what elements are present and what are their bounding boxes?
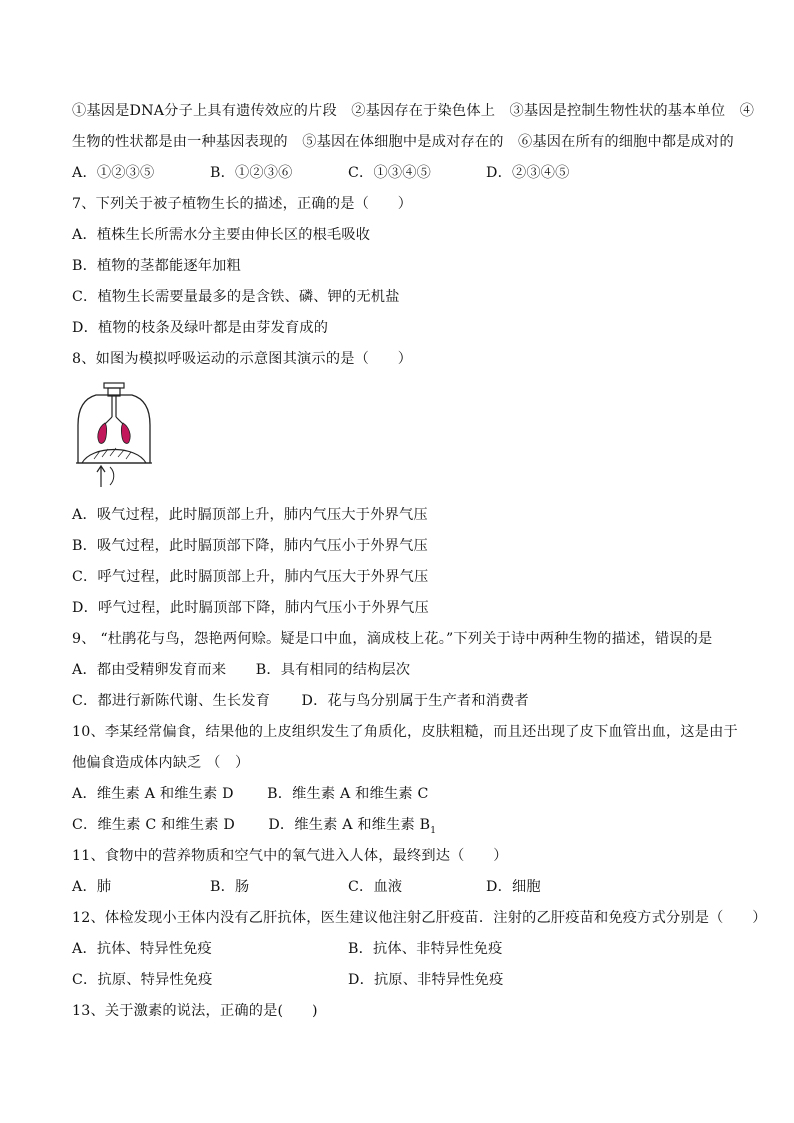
q10-option-b: B．维生素 A 和维生素 C — [267, 786, 429, 802]
q7-option-b: B．植物的茎都能逐年加粗 — [72, 258, 241, 274]
q10-option-a: A．维生素 A 和维生素 D — [72, 786, 234, 802]
q9-options-row-1 — [72, 655, 722, 686]
q10-option-d: D．维生素 A 和维生素 B — [268, 817, 431, 833]
q8-option-a: A．吸气过程，此时膈顶部上升，肺内气压大于外界气压 — [72, 507, 428, 523]
exam-page — [72, 96, 767, 1027]
q9-options-row-2 — [72, 686, 722, 717]
bronchi — [104, 417, 124, 425]
rubber-membrane — [82, 450, 146, 464]
q12-option-c: C．抗原、特异性免疫 — [72, 972, 213, 988]
left-lung-balloon — [98, 423, 107, 443]
bell-jar-figure — [74, 381, 156, 493]
q6-option-d: D．②③④⑤ — [486, 165, 570, 181]
q7-option-c: C．植物生长需要量最多的是含铁、磷、钾的无机盐 — [72, 289, 400, 305]
q12-option-a: A．抗体、特异性免疫 — [72, 941, 212, 957]
stopper-cap — [104, 383, 124, 388]
q9-option-b: B．具有相同的结构层次 — [255, 662, 411, 678]
q11-option-b: B．肠 — [210, 879, 250, 895]
statement-line-1: ①基因是DNA分子上具有遗传效应的片段 ②基因存在于染色体上 ③基因是控制生物性状的基本单位 ④ — [72, 103, 755, 119]
q10-options-row-1 — [72, 779, 722, 810]
q10-option-d-subscript: 1 — [430, 825, 437, 836]
q6-option-b: B．①②③⑥ — [210, 165, 293, 181]
breathing-model-diagram — [72, 375, 722, 500]
q10-stem-2: 他偏食造成体内缺乏 （ ） — [72, 755, 250, 771]
q8-stem: 8、如图为模拟呼吸运动的示意图其演示的是（ ） — [72, 351, 413, 367]
q10-option-c: C．维生素 C 和维生素 D — [72, 817, 235, 833]
q6-option-a: A．①②③⑤ — [72, 165, 155, 181]
q7-stem: 7、下列关于被子植物生长的描述，正确的是（ ） — [72, 196, 413, 212]
q13-stem: 13、关于激素的说法，正确的是( ) — [72, 1003, 318, 1019]
q11-options — [72, 872, 722, 903]
q6-option-c: C．①③④⑤ — [348, 165, 431, 181]
right-lung-balloon — [121, 423, 130, 443]
q8-option-c: C．呼气过程，此时膈顶部上升，肺内气压大于外界气压 — [72, 569, 429, 585]
q6-options — [72, 158, 722, 189]
q8-option-b: B．吸气过程，此时膈顶部下降，肺内气压小于外界气压 — [72, 538, 428, 554]
q9-stem: 9、 “杜鹃花与鸟，怨艳两何赊。疑是口中血，滴成枝上花。”下列关于诗中两种生物的描述，错误的是 — [72, 631, 713, 647]
q11-option-a: A．肺 — [72, 879, 112, 895]
q9-option-c: C．都进行新陈代谢、生长发育 — [72, 693, 271, 709]
q8-option-d: D．呼气过程，此时膈顶部下降，肺内气压小于外界气压 — [72, 600, 429, 616]
q7-option-d: D．植物的枝条及绿叶都是由芽发育成的 — [72, 320, 329, 336]
statement-line-2: 生物的性状都是由一种基因表现的 ⑤基因在体细胞中是成对存在的 ⑥基因在所有的细胞中都是成对的 — [72, 134, 734, 150]
q12-option-b: B．抗体、非特异性免疫 — [348, 941, 503, 957]
q11-option-c: C．血液 — [348, 879, 403, 895]
q12-options-row-2 — [72, 965, 722, 996]
q10-stem-1: 10、李某经常偏食，结果他的上皮组织发生了角质化，皮肤粗糙，而且还出现了皮下血管出血，这是由于 — [72, 724, 738, 740]
hand-curve — [110, 467, 114, 485]
q12-option-d: D．抗原、非特异性免疫 — [348, 972, 504, 988]
q7-option-a: A．植株生长所需水分主要由伸长区的根毛吸收 — [72, 227, 371, 243]
q9-option-d: D．花与鸟分别属于生产者和消费者 — [301, 693, 529, 709]
q11-option-d: D．细胞 — [486, 879, 541, 895]
q12-stem: 12、体检发现小王体内没有乙肝抗体，医生建议他注射乙肝疫苗．注射的乙肝疫苗和免疫方式分别是（ ） — [72, 910, 767, 926]
q10-options-row-2 — [72, 810, 722, 841]
bell-jar — [78, 395, 150, 463]
q11-stem: 11、食物中的营养物质和空气中的氧气进入人体，最终到达（ ） — [72, 848, 508, 864]
q12-options-row-1 — [72, 934, 722, 965]
q9-option-a: A．都由受精卵发育而来 — [72, 662, 227, 678]
